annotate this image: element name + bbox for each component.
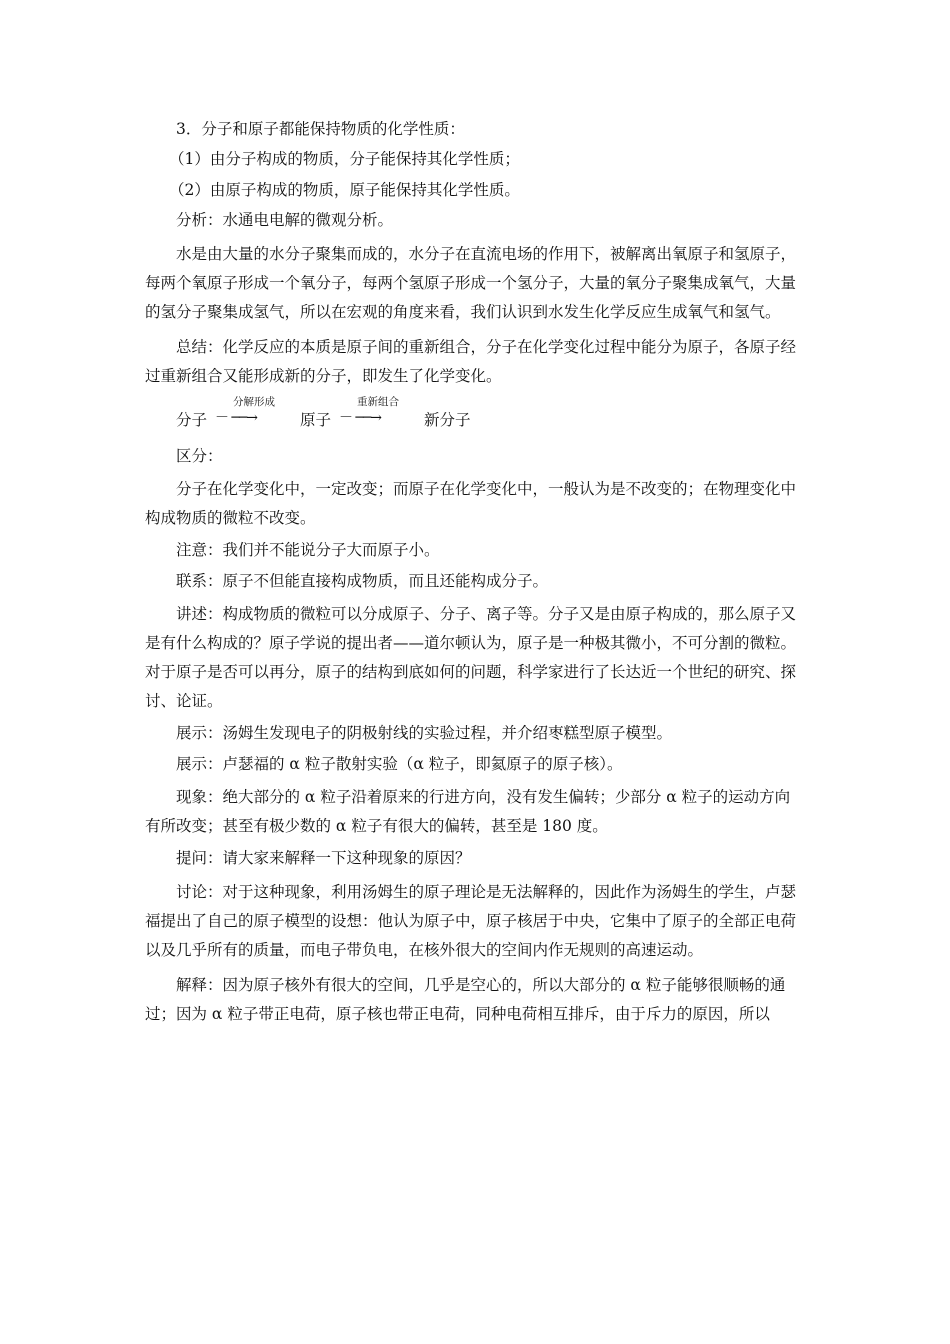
paragraph: 水是由大量的水分子聚集而成的，水分子在直流电场的作用下，被解离出氧原子和氢原子，每两个氧原子形成一个氧分子，每两个氢原子形成一个氢分子，大量的氧分子聚集成氧气，大量的氢分子聚集成氢气，所以在宏观的角度来看，我们认识到水发生化学反应生成氧气和氢气。 (145, 244, 797, 321)
paragraph: 总结：化学反应的本质是原子间的重新组合，分子在化学变化过程中能分为原子，各原子经过重新组合又能形成新的分子，即发生了化学变化。 (145, 337, 797, 385)
paragraph: 讨论：对于这种现象，利用汤姆生的原子理论是无法解释的，因此作为汤姆生的学生，卢瑟福提出了自己的原子模型的设想：他认为原子中，原子核居于中央，它集中了原子的全部正电荷以及几乎所有的质量，而电子带负电，在核外很大的空间内作无规则的高速运动。 (145, 882, 797, 959)
paragraph: 分析：水通电电解的微观分析。 (176, 211, 394, 230)
paragraph: 提问：请大家来解释一下这种现象的原因？ (176, 849, 471, 868)
paragraph: （2）由原子构成的物质，原子能保持其化学性质。 (169, 180, 520, 199)
paragraph: 讲述：构成物质的微粒可以分成原子、分子、离子等。分子又是由原子构成的，那么原子又是有什么构成的？原子学说的提出者——道尔顿认为，原子是一种极其微小，不可分割的微粒。对于原子是否可以再分，原子的结构到底如何的问题，科学家进行了长达近一个世纪的研究、探讨、论证。 (145, 605, 797, 711)
paragraph: 3．分子和原子都能保持物质的化学性质： (176, 120, 465, 138)
paragraph: 注意：我们并不能说分子大而原子小。 (176, 541, 440, 560)
paragraph: 区分： (176, 446, 223, 465)
flow-label-decompose: 分解形成 (233, 395, 275, 408)
arrow-right-icon: － ──→ (215, 409, 258, 426)
flow-label-recombine: 重新组合 (357, 395, 399, 408)
arrow-right-icon: － ──→ (339, 409, 382, 426)
flow-new-molecule: 新分子 (424, 410, 471, 429)
paragraph: 联系：原子不但能直接构成物质，而且还能构成分子。 (176, 571, 549, 590)
paragraph: 现象：绝大部分的 α 粒子沿着原来的行进方向，没有发生偏转；少部分 α 粒子的运动方向有所改变；甚至有极少数的 α 粒子有很大的偏转，甚至是 180 度。 (145, 788, 791, 836)
flow-molecule: 分子 (176, 410, 208, 429)
paragraph: （1）由分子构成的物质，分子能保持其化学性质； (169, 150, 520, 169)
flow-atom: 原子 (300, 410, 332, 429)
paragraph: 展示：卢瑟福的 α 粒子散射实验（α 粒子，即氦原子的原子核）。 (176, 754, 623, 773)
reaction-flow (145, 395, 805, 435)
paragraph: 解释：因为原子核外有很大的空间，几乎是空心的，所以大部分的 α 粒子能够很顺畅的通过；因为 α 粒子带正电荷，原子核也带正电荷，同种电荷相互排斥，由于斥力的原因，所以 (145, 975, 786, 1023)
document-body (145, 118, 805, 1029)
paragraph: 分子在化学变化中，一定改变；而原子在化学变化中，一般认为是不改变的；在物理变化中构成物质的微粒不改变。 (145, 480, 797, 528)
paragraph: 展示：汤姆生发现电子的阴极射线的实验过程，并介绍枣糕型原子模型。 (176, 724, 673, 743)
